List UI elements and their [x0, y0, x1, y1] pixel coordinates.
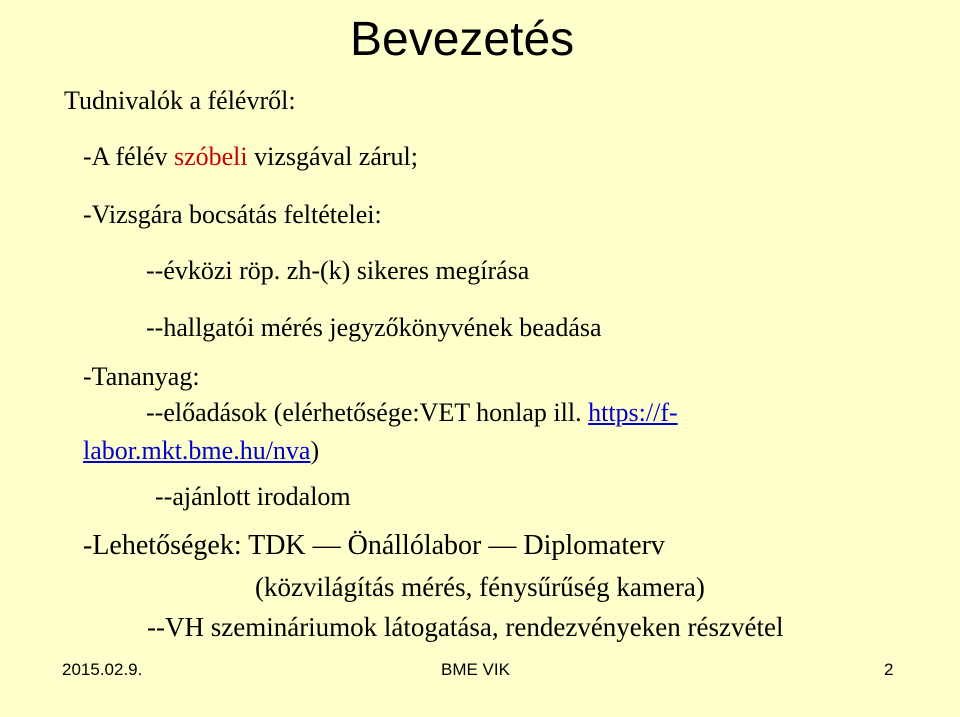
literature-line: --ajánlott irodalom — [155, 482, 351, 511]
footer-center: BME VIK — [441, 660, 510, 679]
conditions-line: -Vizsgára bocsátás feltételei: — [83, 200, 382, 229]
footer-page-number: 2 — [884, 660, 894, 679]
opportunities-detail-line: (közvilágítás mérés, fénysűrűség kamera) — [255, 572, 705, 602]
condition-1-line: --évközi röp. zh-(k) sikeres megírása — [146, 256, 530, 285]
lectures-close: ) — [310, 436, 320, 465]
footer-date: 2015.02.9. — [62, 660, 143, 679]
lectures-link-part2[interactable]: labor.mkt.bme.hu/nva — [83, 436, 311, 465]
exam-highlight: szóbeli — [173, 142, 248, 171]
slide-title: Bevezetés — [350, 13, 575, 66]
lectures-line — [146, 400, 678, 426]
material-line: -Tananyag: — [83, 362, 200, 391]
opportunities-line: -Lehetőségek: TDK — Önállólabor — Diplomaterv — [83, 530, 665, 561]
exam-suffix: vizsgával zárul; — [247, 142, 418, 171]
lectures-link-part1[interactable]: https://f- — [588, 398, 678, 427]
exam-prefix: -A félév — [83, 142, 174, 171]
lectures-text: --előadások (elérhetősége:VET honlap ill. — [146, 398, 589, 427]
lectures-link-line — [83, 438, 319, 464]
exam-line — [83, 144, 418, 170]
condition-2-line: --hallgatói mérés jegyzőkönyvének beadása — [146, 313, 602, 342]
slide-subtitle: Tudnivalók a félévről: — [64, 86, 296, 115]
seminars-line: --VH szemináriumok látogatása, rendezvényeken részvétel — [147, 612, 784, 642]
